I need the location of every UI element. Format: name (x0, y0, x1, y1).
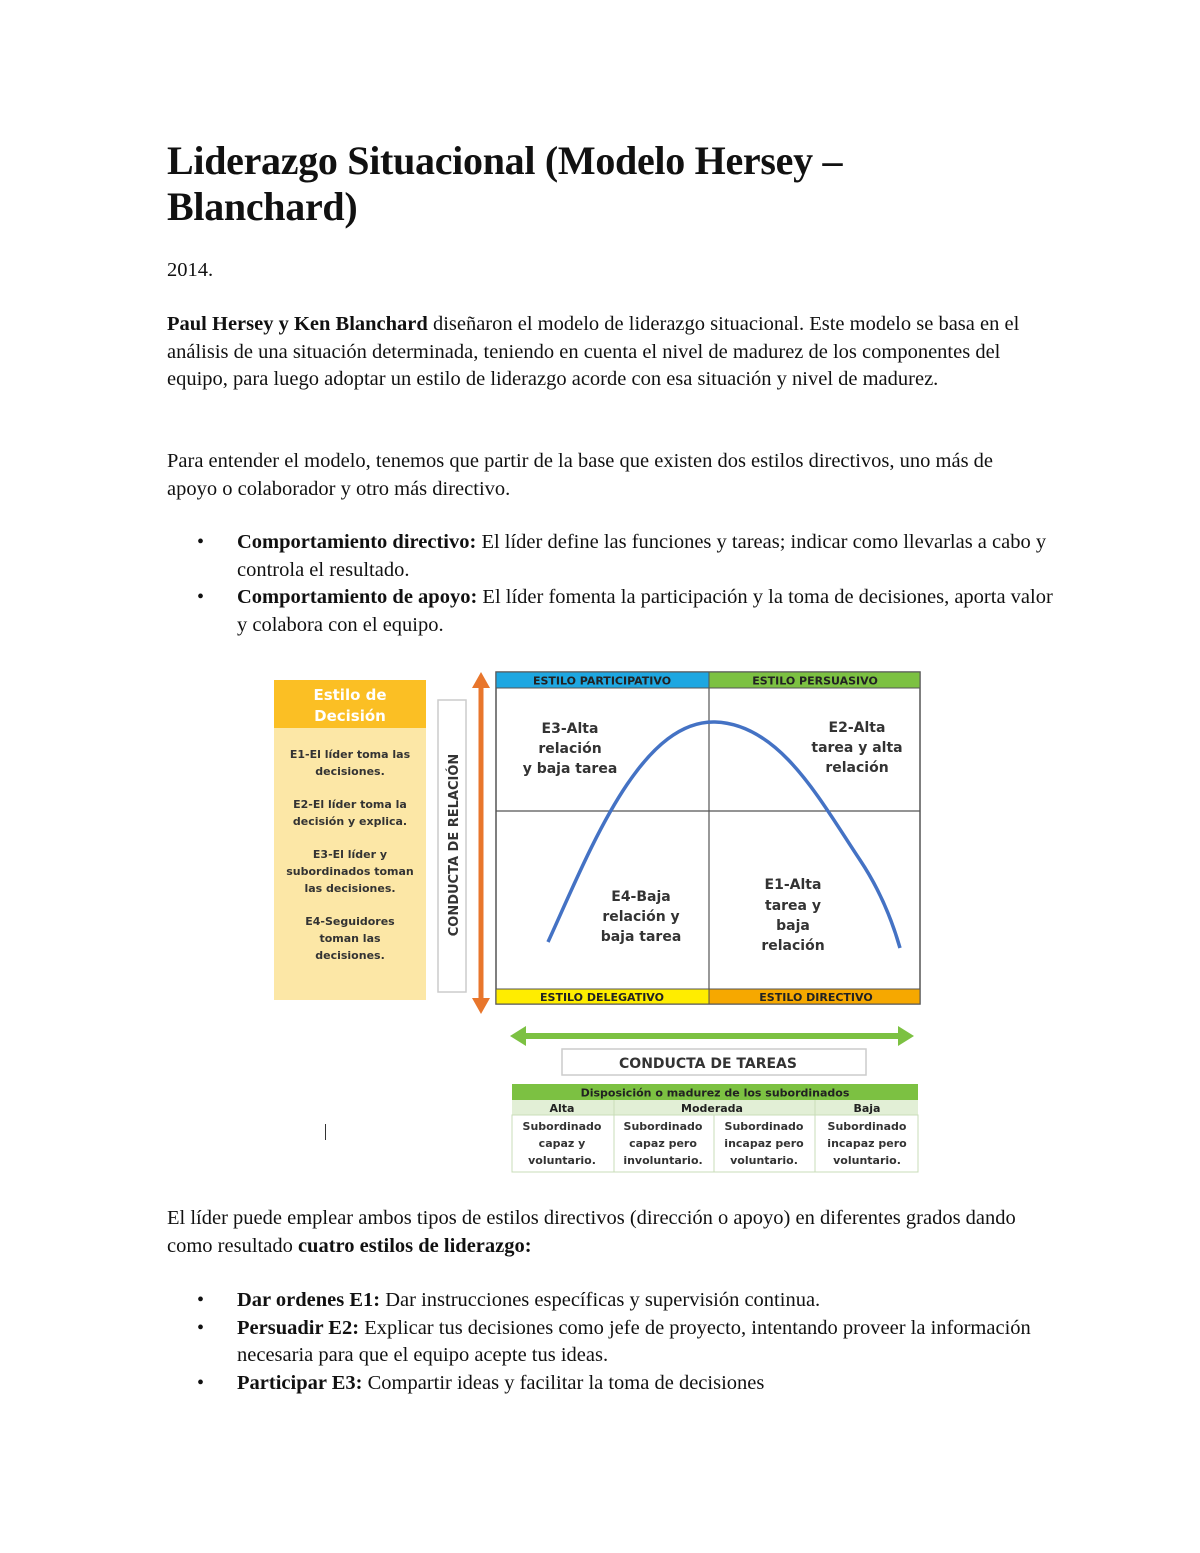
second-paragraph: Para entender el modelo, tenemos que partir de la base que existen dos estilos directivos, uno más de apoyo o colaborador y otro más directivo. (167, 450, 994, 500)
decision-item-e4: decisiones. (315, 949, 385, 962)
level-alta: Alta (549, 1102, 575, 1115)
quadrant-e4: E4-Baja (611, 889, 671, 905)
decision-item-e4: toman las (319, 932, 381, 945)
quadrant-e1: relación (761, 938, 825, 954)
decision-item-e2: decisión y explica. (292, 815, 408, 828)
third-paragraph (167, 1205, 1027, 1260)
list-item-text: Dar instrucciones específicas y supervisión continua. (380, 1289, 821, 1311)
style-participativo: ESTILO PARTICIPATIVO (532, 674, 672, 688)
list-item (197, 584, 1057, 639)
maturity-cell: Subordinado (623, 1120, 703, 1133)
intro-text: diseñaron el modelo de liderazgo situacional. Este modelo se basa en el análisis de una situación determinada, teniendo en cuenta el nivel de madurez de los componentes del equipo, para luego adoptar un estilo de liderazgo acorde con esa situación y nivel de madurez. (167, 313, 1020, 390)
page-title: Liderazgo Situacional (Modelo Hersey – Blanchard) (167, 138, 843, 229)
list-item (197, 529, 1057, 584)
styles-list (197, 1287, 1057, 1397)
list-item (197, 1370, 1057, 1398)
quadrant-e2: relación (825, 760, 889, 776)
style-persuasivo: ESTILO PERSUASIVO (752, 674, 878, 688)
quadrant-e3: y baja tarea (522, 761, 618, 777)
quadrant-e2: tarea y alta (811, 740, 903, 756)
quadrant-e4: baja tarea (600, 929, 682, 945)
style-delegativo: ESTILO DELEGATIVO (540, 991, 664, 1004)
decision-item-e3: subordinados toman (286, 865, 414, 878)
maturity-cell: voluntario. (730, 1154, 798, 1167)
list-item-text: Compartir ideas y facilitar la toma de decisiones (362, 1371, 765, 1394)
list-item-title: Persuadir E2: (237, 1316, 360, 1339)
level-baja: Baja (853, 1102, 881, 1115)
x-axis-arrowhead-right (898, 1026, 914, 1046)
level-moderada: Moderada (681, 1102, 743, 1115)
intro-paragraph (167, 311, 1037, 394)
third-paragraph-bold: cuatro estilos de liderazgo: (297, 1234, 532, 1257)
list-item (197, 1315, 1057, 1370)
maturity-cell: capaz pero (629, 1137, 697, 1150)
maturity-cell: incapaz pero (724, 1137, 804, 1150)
y-axis-arrowhead-up (472, 672, 490, 688)
decision-item-e1: decisiones. (315, 765, 385, 778)
list-item-title: Participar E3: (237, 1371, 363, 1394)
list-item (197, 1287, 1057, 1315)
diagram-svg (260, 660, 940, 1180)
behaviour-list (197, 529, 1057, 639)
quadrant-e1: baja (776, 918, 810, 934)
x-axis-arrowhead-left (510, 1026, 526, 1046)
list-item-text: El líder define las funciones y tareas; indicar como llevarlas a cabo y controla el resultado. (237, 531, 1047, 581)
maturity-cell: voluntario. (833, 1154, 901, 1167)
maturity-cell: Subordinado (522, 1120, 602, 1133)
maturity-cell: capaz y (538, 1137, 586, 1150)
decision-item-e3: las decisiones. (304, 882, 396, 895)
authors-bold: Paul Hersey y Ken Blanchard (167, 313, 428, 335)
decision-item-e2: E2-El líder toma la (293, 798, 407, 811)
decision-header-line: Decisión (314, 707, 386, 725)
quadrant-e4: relación y (602, 909, 680, 925)
list-item-title: Comportamiento de apoyo: (237, 586, 478, 608)
maturity-cell: involuntario. (623, 1154, 703, 1167)
date-text: 2014. (167, 259, 214, 281)
situational-leadership-diagram (260, 660, 940, 1180)
quadrant-e1: E1-Alta (764, 877, 822, 893)
list-item-title: Dar ordenes E1: (237, 1289, 381, 1311)
maturity-cell: voluntario. (528, 1154, 596, 1167)
decision-item-e4: E4-Seguidores (305, 915, 395, 928)
maturity-cell: incapaz pero (827, 1137, 907, 1150)
list-item-text: Explicar tus decisiones como jefe de proyecto, intentando proveer la información necesaria para que el equipo acepte tus ideas. (237, 1316, 1031, 1366)
list-item-title: Comportamiento directivo: (237, 531, 477, 553)
quadrant-e3: E3-Alta (541, 721, 599, 737)
quadrant-e1: tarea y (765, 898, 821, 914)
quadrant-e3: relación (538, 741, 602, 757)
text-cursor (325, 1124, 326, 1140)
third-paragraph-text: El líder puede emplear ambos tipos de estilos directivos (dirección o apoyo) en diferentes grados dando como resultado (167, 1207, 1016, 1257)
y-axis-arrowhead-down (472, 998, 490, 1014)
decision-header-line: Estilo de (313, 686, 387, 704)
maturity-cell: Subordinado (724, 1120, 804, 1133)
maturity-header-text: Disposición o madurez de los subordinados (580, 1086, 850, 1100)
y-axis-label: CONDUCTA DE RELACIÓN (447, 753, 462, 937)
list-item-text: El líder fomenta la participación y la toma de decisiones, aporta valor y colabora con el equipo. (237, 586, 1053, 636)
x-axis-label: CONDUCTA DE TAREAS (619, 1056, 797, 1072)
maturity-cell: Subordinado (827, 1120, 907, 1133)
quadrant-e2: E2-Alta (828, 720, 886, 736)
style-directivo: ESTILO DIRECTIVO (759, 991, 873, 1004)
decision-item-e1: E1-El líder toma las (289, 748, 411, 761)
decision-item-e3: E3-El líder y (312, 848, 388, 861)
